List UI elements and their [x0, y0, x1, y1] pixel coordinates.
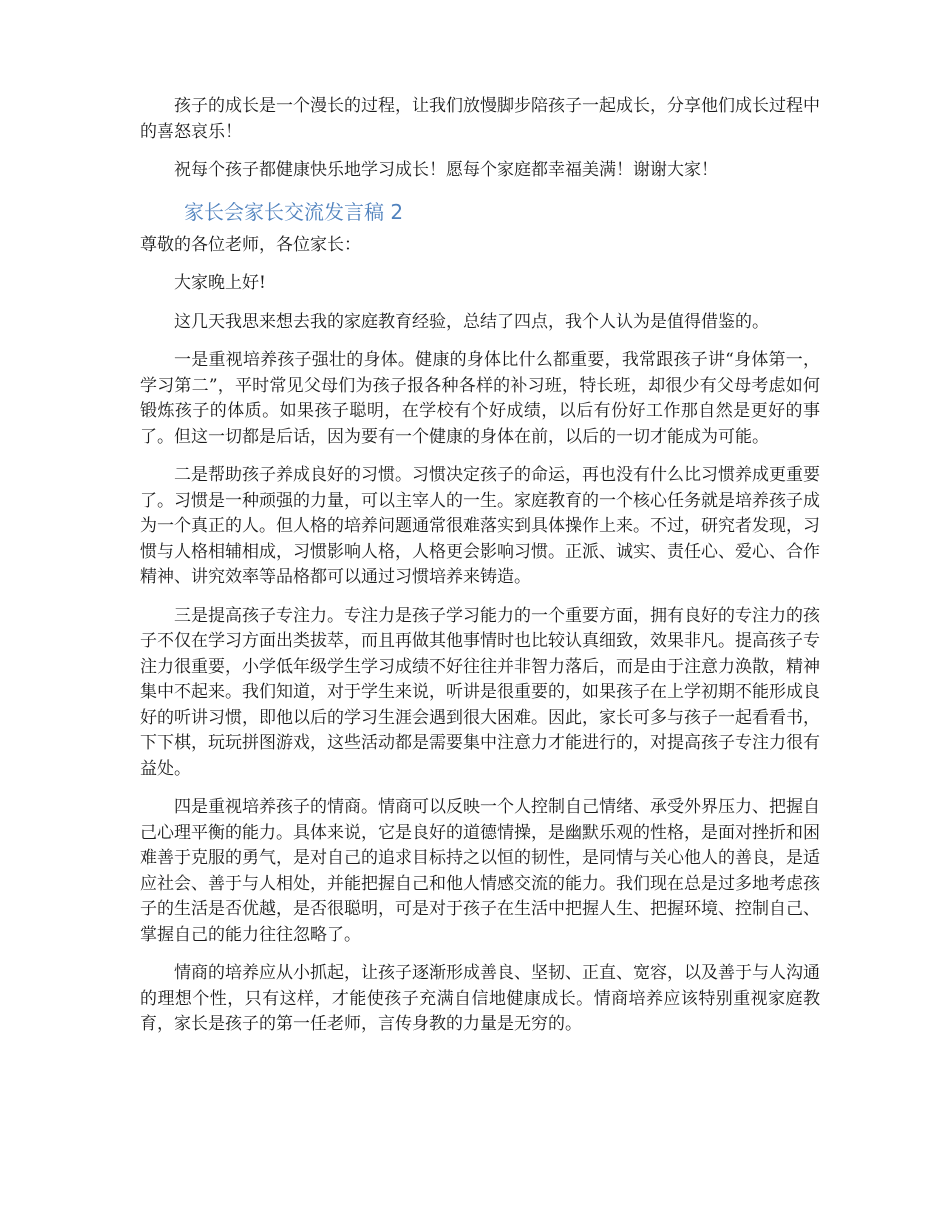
point-2-paragraph: 二是帮助孩子养成良好的习惯。习惯决定孩子的命运，再也没有什么比习惯养成更重要了。习惯是一种顽强的力量，可以主宰人的一生。家庭教育的一个核心任务就是培养孩子成为一个真正的人。但人格的培养问题通常很难落实到具体操作上来。不过，研究者发现，习惯与人格相辅相成，习惯影响人格，人格更会影响习惯。正派、诚实、责任心、爱心、合作精神、讲究效率等品格都可以通过习惯培养来铸造。 [140, 465, 820, 587]
document-body [140, 94, 820, 1051]
point-4-paragraph: 四是重视培养孩子的情商。情商可以反映一个人控制自己情绪、承受外界压力、把握自己心理平衡的能力。具体来说，它是良好的道德情操，是幽默乐观的性格，是面对挫折和困难善于克服的勇气，是对自己的追求目标持之以恒的韧性，是同情与关心他人的善良，是适应社会、善于与人相处，并能把握自己和他人情感交流的能力。我们现在总是过多地考虑孩子的生活是否优越，是否很聪明，可是对于孩子在生活中把握人生、把握环境、控制自己、掌握自己的能力往往忽略了。 [140, 797, 820, 945]
eq-paragraph: 情商的培养应从小抓起，让孩子逐渐形成善良、坚韧、正直、宽容，以及善于与人沟通的理想个性，只有这样，才能使孩子充满自信地健康成长。情商培养应该特别重视家庭教育，家长是孩子的第一任老师，言传身教的力量是无穷的。 [140, 963, 820, 1034]
salutation: 尊敬的各位老师，各位家长： [140, 234, 361, 255]
point-1-paragraph: 一是重视培养孩子强壮的身体。健康的身体比什么都重要，我常跟孩子讲“身体第一，学习第二”，平时常见父母们为孩子报各种各样的补习班，特长班，却很少有父母考虑如何锻炼孩子的体质。如果孩子聪明，在学校有个好成绩，以后有份好工作那自然是更好的事了。但这一切都是后话，因为要有一个健康的身体在前，以后的一切才能成为可能。 [140, 350, 820, 447]
paragraph-wishes: 祝每个孩子都健康快乐地学习成长！愿每个家庭都幸福美满！谢谢大家！ [174, 160, 718, 180]
greeting: 大家晚上好! [174, 273, 266, 293]
paragraph-growth: 孩子的成长是一个漫长的过程，让我们放慢脚步陪孩子一起成长，分享他们成长过程中的喜怒哀乐！ [140, 96, 820, 142]
section-heading: 家长会家长交流发言稿 2 [184, 199, 404, 224]
intro-paragraph: 这几天我思来想去我的家庭教育经验，总结了四点，我个人认为是值得借鉴的。 [174, 311, 769, 332]
point-3-paragraph: 三是提高孩子专注力。专注力是孩子学习能力的一个重要方面，拥有良好的专注力的孩子不仅在学习方面出类拔萃，而且再做其他事情时也比较认真细致，效果非凡。提高孩子专注力很重要，小学低年级学生学习成绩不好往往并非智力落后，而是由于注意力涣散，精神集中不起来。我们知道，对于学生来说，听讲是很重要的，如果孩子在上学初期不能形成良好的听讲习惯，即他以后的学习生涯会遇到很大困难。因此，家长可多与孩子一起看看书，下下棋，玩玩拼图游戏，这些活动都是需要集中注意力才能进行的，对提高孩子专注力很有益处。 [140, 605, 820, 779]
